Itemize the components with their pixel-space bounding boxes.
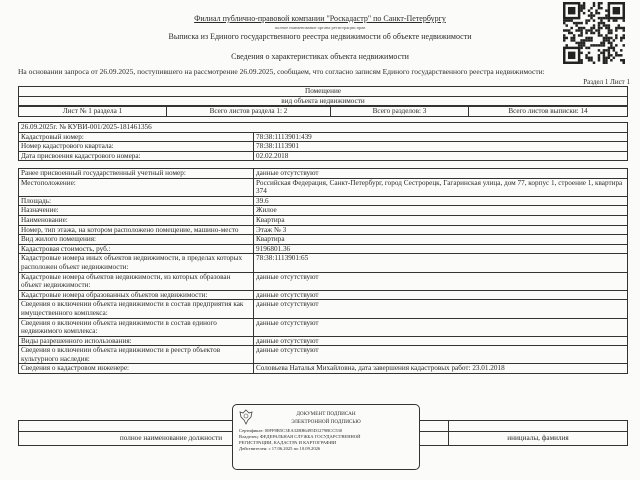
row-label: Площадь: [19,196,254,206]
row-value: Жилое [254,206,628,216]
row-value: Российская Федерация, Санкт-Петербург, город Сестрорецк, Гагаринская улица, дом 77, корпус 1, строение 1, квартира 374 [254,178,628,196]
request-number: 26.09.2025г. № КУВИ-001/2025-181461356 [19,123,628,133]
characteristic-row [19,215,628,225]
row-value: данные отсутствуют [254,346,628,364]
row-label: Наименование: [19,215,254,225]
row-value: данные отсутствуют [254,169,628,179]
row-label: Сведения о включении объекта недвижимости в состав единого недвижимого комплекса: [19,318,254,336]
characteristic-row [19,318,628,336]
row-label: Номер, тип этажа, на котором расположено помещение, машино-место [19,225,254,235]
row-label: Ранее присвоенный государственный учетный номер: [19,169,254,179]
row-label: Местоположение: [19,178,254,196]
characteristic-row [19,206,628,216]
object-type-caption: вид объекта недвижимости [19,96,628,106]
qr-code [563,2,625,64]
row-value: 39.6 [254,196,628,206]
characteristic-row [19,254,628,272]
row-label: Кадастровый номер: [19,132,254,142]
row-value: данные отсутствуют [254,300,628,318]
row-value: данные отсутствуют [254,290,628,300]
row-label: Дата присвоения кадастрового номера: [19,151,254,161]
row-label: Вид жилого помещения: [19,235,254,245]
request-row [19,132,628,142]
document-title: Выписка из Единого государственного реестра недвижимости об объекте недвижимости [168,32,472,41]
document-subtitle: Сведения о характеристиках объекта недвижимости [231,52,409,61]
stamp-line1: ДОКУМЕНТ ПОДПИСАН [296,411,356,417]
request-row [19,151,628,161]
sheet-info-table [18,106,628,117]
request-table [18,122,628,161]
row-value: 78:38:1113901:65 [254,254,628,272]
row-label: Сведения о кадастровом инженере: [19,364,254,374]
stamp-line2: ЭЛЕКТРОННОЙ ПОДПИСЬЮ [291,419,361,425]
object-type: Помещение [19,87,628,97]
characteristic-row [19,244,628,254]
characteristics-table [18,168,628,374]
row-value: 78:38:1113901:439 [254,132,628,142]
characteristic-row [19,364,628,374]
organization-caption: полное наименование органа регистрации прав [274,25,366,30]
characteristic-row [19,346,628,364]
row-label: Назначение: [19,206,254,216]
row-value: 78:38:1113901 [254,142,628,152]
sections-total: Всего разделов: 3 [331,107,469,117]
position-caption: полное наименование должности [19,432,324,446]
stamp-validity: Действителен: с 17.06.2025 по 10.09.2026 [239,446,321,451]
row-label: Кадастровые номера иных объектов недвижимости, в пределах которых расположен объект недвижимости: [19,254,254,272]
row-value: Квартира [254,235,628,245]
row-label: Кадастровые номера образованных объектов недвижимости: [19,290,254,300]
object-type-table [18,86,628,106]
stamp-owner2: РЕГИСТРАЦИИ, КАДАСТРА И КАРТОГРАФИИ [239,440,337,445]
row-value: данные отсутствуют [254,272,628,290]
row-value: Соловьева Наталья Михайловна, дата завершения кадастровых работ: 23.01.2018 [254,364,628,374]
row-label: Кадастровые номера объектов недвижимости, из которых образован объект недвижимости: [19,272,254,290]
emblem-icon [239,409,253,425]
electronic-signature-stamp [232,404,420,470]
characteristic-row [19,290,628,300]
characteristic-row [19,225,628,235]
section-sheet-label: Раздел 1 Лист 1 [583,78,630,86]
characteristic-row [19,196,628,206]
sheet-number: Лист № 1 раздела 1 [19,107,167,117]
characteristic-row [19,178,628,196]
row-value: Этаж № 3 [254,225,628,235]
name-caption: инициалы, фамилия [449,432,628,446]
row-label: Сведения о включении объекта недвижимости в состав предприятия как имущественного комплекса: [19,300,254,318]
characteristic-row [19,169,628,179]
row-value: 02.02.2018 [254,151,628,161]
organization-name: Филиал публично-правовой компании "Роскадастр" по Санкт-Петербургу [194,14,446,23]
sheets-total: Всего листов выписки: 14 [469,107,628,117]
characteristic-row [19,235,628,245]
sheets-in-section: Всего листов раздела 1: 2 [167,107,331,117]
row-value: данные отсутствуют [254,318,628,336]
stamp-owner: Владелец: ФЕДЕРАЛЬНАЯ СЛУЖБА ГОСУДАРСТВЕННОЙ [239,434,361,439]
row-value: Квартира [254,215,628,225]
row-label: Номер кадастрового квартала: [19,142,254,152]
stamp-certificate: Сертификат: 00FF8B5C3EA32BB6495D1279BCC530 [239,428,343,433]
row-label: Виды разрешенного использования: [19,336,254,346]
row-label: Кадастровая стоимость, руб.: [19,244,254,254]
characteristic-row [19,336,628,346]
characteristic-row [19,272,628,290]
characteristic-row [19,300,628,318]
intro-text: На основании запроса от 26.09.2025, поступившего на рассмотрение 26.09.2025, сообщаем, что согласно записям Единого государственного реестра недвижимости: [18,67,545,76]
row-value: 9196801.36 [254,244,628,254]
request-row [19,142,628,152]
row-label: Сведения о включении объекта недвижимости в реестр объектов культурного наследия: [19,346,254,364]
row-value: данные отсутствуют [254,336,628,346]
